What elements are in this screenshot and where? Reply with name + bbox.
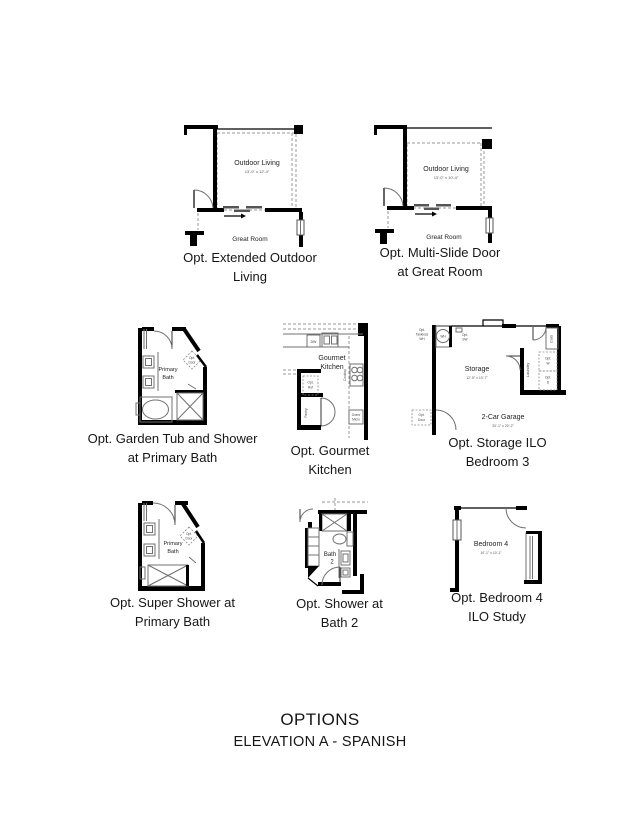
tankless-label: WH	[419, 337, 425, 341]
water-heater	[436, 326, 452, 347]
room-dim-label: 12'-5" x 10'-7"	[466, 376, 488, 380]
opt-tankless-wh	[416, 328, 429, 341]
room-dim-label: 10'-1" x 10'-1"	[480, 551, 502, 555]
floorplan-super-shower	[126, 497, 216, 597]
caption-extended-outdoor	[170, 249, 330, 287]
opt-d-label: Opt.	[544, 375, 552, 380]
closet	[524, 531, 542, 584]
room-label: Kitchen	[320, 364, 344, 371]
multi-slide-door	[414, 204, 451, 217]
oven-micro	[349, 410, 363, 424]
room-label: Primary	[158, 367, 178, 373]
sheet-footer	[0, 710, 640, 750]
opt-door-label: Opt.	[188, 356, 196, 360]
adjacent-room-label: Great Room	[426, 234, 462, 241]
caption-line: Opt. Extended Outdoor	[183, 250, 317, 265]
diagram-bedroom4	[442, 500, 572, 595]
opt-dryer	[539, 371, 557, 390]
diagram-shower-bath2	[292, 498, 402, 608]
caption-line: Opt. Super Shower at	[109, 595, 235, 610]
vanity	[144, 519, 159, 559]
opt-door-label: Opt.	[418, 413, 425, 417]
overhead-dashes	[322, 498, 368, 510]
opt-soft-water	[456, 328, 468, 342]
caption-line: Opt. Garden Tub and Shower	[87, 431, 258, 446]
linen-closet	[308, 528, 319, 586]
opt-door	[180, 527, 204, 545]
cooktop-label: Cooktop	[343, 369, 347, 381]
opt-d-label: D	[546, 380, 550, 385]
opt-door-label: Door	[185, 536, 193, 541]
opt-door-label: Opt.	[185, 532, 193, 536]
coats-closet	[533, 327, 558, 349]
tankless-label: Tankless	[415, 332, 429, 337]
floorplan-extended-outdoor	[170, 112, 330, 255]
vanity	[143, 352, 158, 391]
wall-stub	[375, 229, 394, 244]
entry-door	[153, 503, 175, 525]
sheet-title: OPTIONS	[280, 710, 360, 729]
diagram-extended-outdoor-living	[170, 112, 330, 255]
caption-gourmet-kitchen	[275, 442, 385, 480]
caption-storage-ilo	[420, 434, 575, 472]
oven-label: Oven/	[351, 413, 361, 417]
window	[297, 220, 304, 235]
vanity	[339, 549, 350, 578]
caption-shower-bath2	[282, 595, 397, 633]
opt-door-label: Door	[188, 360, 196, 365]
room-label: Bath	[167, 549, 179, 555]
opt-door	[183, 351, 206, 369]
opt-w-label: Opt.	[544, 356, 552, 361]
room-label: Storage	[464, 366, 490, 373]
room-label: 2	[330, 559, 334, 566]
opt-refrigerator	[303, 376, 318, 395]
super-shower	[140, 557, 196, 586]
caption-line: at Primary Bath	[127, 449, 218, 465]
caption-line: Primary Bath	[134, 613, 211, 629]
caption-line: at Great Room	[397, 263, 483, 279]
floorplan-garden-tub	[128, 323, 218, 428]
opt-door-label: Door	[418, 418, 425, 422]
laundry-label: Laundry	[525, 362, 530, 378]
opt-sw-label: SW	[462, 337, 468, 342]
oven-label: Micro	[352, 417, 360, 422]
caption-line: Opt. Shower at	[296, 596, 383, 611]
caption-multi-slide	[360, 244, 520, 282]
caption-line: Opt. Gourmet	[290, 443, 370, 458]
coats-label: Coats	[549, 334, 554, 344]
shower	[319, 514, 351, 531]
diagram-gourmet-kitchen	[275, 312, 385, 447]
pantry	[304, 398, 335, 426]
caption-line: ILO Study	[468, 608, 526, 624]
wh-label: WH	[440, 334, 446, 339]
sheet-subtitle: ELEVATION A - SPANISH	[233, 734, 407, 750]
diagram-garden-tub	[128, 323, 218, 428]
caption-line: Opt. Storage ILO	[448, 435, 547, 450]
window	[486, 218, 493, 233]
caption-line: Opt. Bedroom 4	[451, 590, 543, 605]
room-dim-label: 13'-0" x 12'-4"	[244, 169, 270, 174]
floorplan-storage	[405, 312, 575, 442]
tankless-label: Opt.	[418, 328, 426, 332]
pantry-label: Pantry	[304, 408, 308, 418]
room-label: Gourmet	[318, 355, 346, 362]
room-label: Primary	[163, 541, 183, 547]
room-label: Bedroom 4	[473, 541, 509, 548]
toilet	[333, 532, 353, 546]
floorplan-gourmet-kitchen	[275, 312, 385, 447]
upper-cabinets	[283, 324, 363, 438]
room-label: Outdoor Living	[423, 166, 469, 173]
diagram-super-shower	[126, 497, 216, 597]
multi-slide-door	[223, 206, 262, 219]
entry-door	[506, 508, 526, 528]
room-label: Bath	[323, 552, 337, 558]
caption-line: Bedroom 3	[465, 453, 530, 469]
floorplan-shower-bath2	[292, 498, 402, 608]
opt-w-label: W	[546, 361, 550, 366]
garage-label: 2-Car Garage	[481, 414, 525, 421]
kitchen-sink	[322, 333, 338, 347]
room-dim-label: 13'-0" x 10'-4"	[433, 175, 459, 180]
room-label: Bath	[162, 375, 174, 381]
walls	[184, 125, 303, 247]
hall-door	[300, 509, 313, 522]
caption-super-shower	[95, 594, 250, 632]
caption-line: Opt. Multi-Slide Door	[379, 245, 501, 260]
opt-sw-label: Opt.	[461, 333, 469, 337]
opt-ref-label: Opt.	[307, 380, 314, 385]
wall-stub	[185, 231, 204, 246]
caption-line: Kitchen	[308, 461, 352, 477]
garage-dim-label: 20'-1" x 20'-2"	[492, 424, 514, 428]
diagram-multi-slide-door	[360, 114, 520, 249]
shower	[175, 384, 203, 420]
diagram-storage-ilo-bedroom3	[405, 312, 575, 442]
cooktop	[343, 364, 363, 386]
opt-ref-label: Ref	[308, 385, 313, 390]
walls	[450, 506, 527, 592]
caption-garden-tub	[85, 430, 260, 468]
caption-bedroom4	[432, 589, 562, 627]
adjacent-room-label: Great Room	[232, 236, 268, 243]
counter	[283, 334, 363, 347]
floorplan-bedroom4	[442, 500, 572, 595]
entry-door	[154, 331, 172, 349]
caption-line: Living	[233, 268, 267, 284]
dw-label: DW	[310, 340, 317, 344]
room-label: Outdoor Living	[234, 160, 280, 167]
caption-line: Bath 2	[320, 614, 359, 630]
window	[453, 520, 461, 540]
floorplan-multi-slide	[360, 114, 520, 249]
laundry	[506, 356, 530, 377]
dishwasher	[307, 335, 320, 347]
opt-washer	[539, 352, 557, 371]
